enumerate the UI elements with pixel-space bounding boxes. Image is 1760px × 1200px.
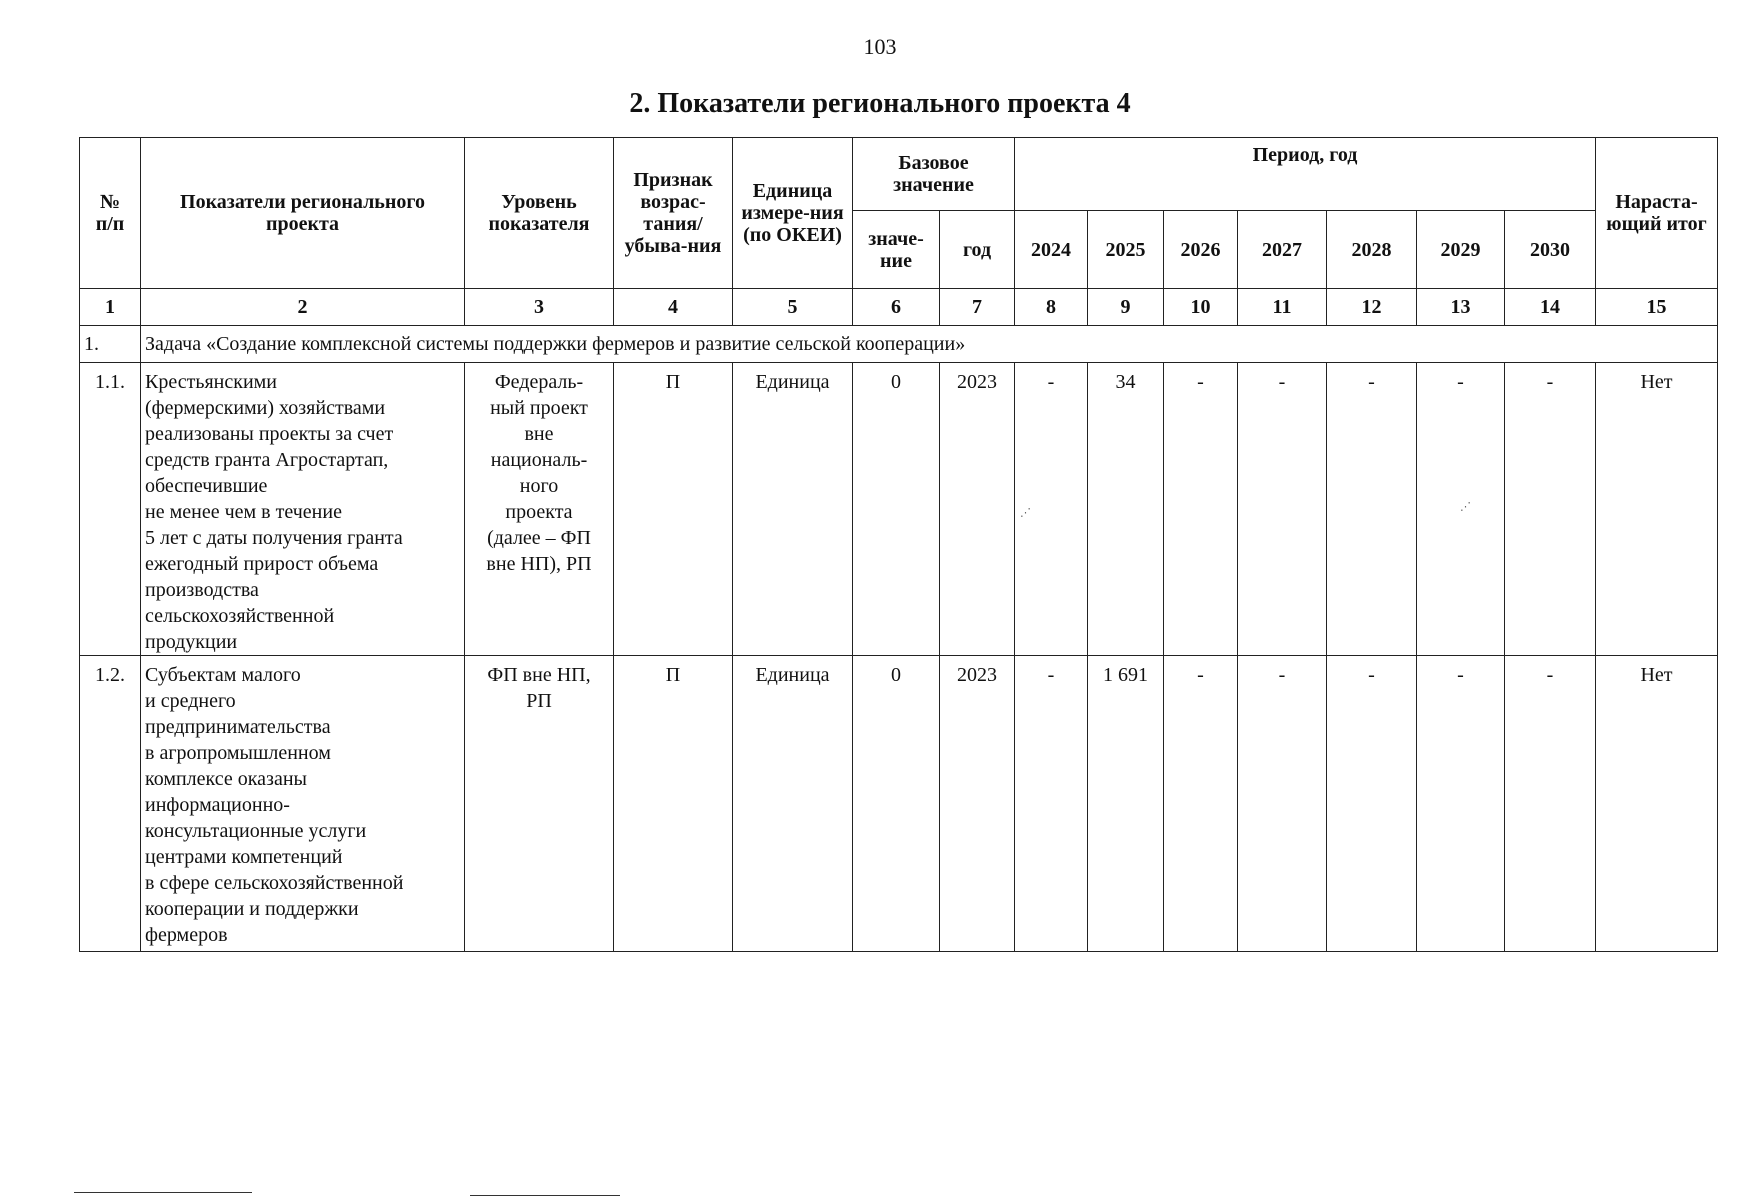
column-number: 11: [1238, 289, 1327, 326]
row-level: ФП вне НП, РП: [465, 656, 614, 952]
table-row: [80, 363, 1718, 656]
column-number: 2: [141, 289, 465, 326]
header-year: 2029: [1417, 211, 1505, 289]
row-indicator: Крестьянскими (фермерскими) хозяйствами реализованы проекты за счет средств гранта Агростартап, обеспечившие не менее чем в течение 5 лет с даты получения гранта ежегодный прирост объема производства сельскохозяйственной продукции: [141, 363, 465, 656]
row-cumulative: Нет: [1596, 656, 1718, 952]
column-number: 12: [1327, 289, 1417, 326]
row-level: Федераль- ный проект вне националь- ного проекта (далее – ФП вне НП), РП: [465, 363, 614, 656]
row-num: 1.2.: [80, 656, 141, 952]
column-number: 8: [1015, 289, 1088, 326]
scan-line-artifact: [74, 1192, 252, 1193]
row-sign: П: [614, 363, 733, 656]
column-number: 7: [940, 289, 1015, 326]
header-cumulative: Нараста-ющий итог: [1596, 138, 1718, 289]
column-number: 14: [1505, 289, 1596, 326]
row-year-value: -: [1238, 656, 1327, 952]
row-num: 1.1.: [80, 363, 141, 656]
header-year: 2024: [1015, 211, 1088, 289]
row-base-value: 0: [853, 656, 940, 952]
task-num: 1.: [80, 326, 141, 363]
column-numbers-row: [80, 289, 1718, 326]
scan-speck-artifact: ⋰: [1020, 507, 1031, 519]
column-number: 6: [853, 289, 940, 326]
row-year-value: -: [1164, 363, 1238, 656]
column-number: 13: [1417, 289, 1505, 326]
row-base-year: 2023: [940, 363, 1015, 656]
column-number: 1: [80, 289, 141, 326]
column-number: 9: [1088, 289, 1164, 326]
header-base: Базовое значение: [853, 138, 1015, 211]
row-year-value: -: [1505, 656, 1596, 952]
row-year-value: -: [1015, 363, 1088, 656]
header-level: Уровень показателя: [465, 138, 614, 289]
row-year-value: 34: [1088, 363, 1164, 656]
header-num: № п/п: [80, 138, 141, 289]
row-unit: Единица: [733, 363, 853, 656]
scan-speck-artifact: ⋰: [1460, 501, 1471, 513]
header-year: 2025: [1088, 211, 1164, 289]
row-year-value: -: [1327, 656, 1417, 952]
header-base-value: значе-ние: [853, 211, 940, 289]
row-year-value: 1 691: [1088, 656, 1164, 952]
row-year-value: -: [1327, 363, 1417, 656]
row-base-value: 0: [853, 363, 940, 656]
row-year-value: -: [1417, 363, 1505, 656]
column-number: 15: [1596, 289, 1718, 326]
header-year: 2027: [1238, 211, 1327, 289]
header-indicator: Показатели регионального проекта: [141, 138, 465, 289]
indicators-table: [79, 137, 1718, 952]
column-number: 10: [1164, 289, 1238, 326]
header-year: 2026: [1164, 211, 1238, 289]
row-year-value: -: [1417, 656, 1505, 952]
header-year: 2030: [1505, 211, 1596, 289]
page-number: 103: [863, 34, 897, 59]
table-row: [80, 656, 1718, 952]
row-year-value: -: [1505, 363, 1596, 656]
row-sign: П: [614, 656, 733, 952]
scan-line-artifact: [470, 1195, 620, 1196]
row-base-year: 2023: [940, 656, 1015, 952]
task-text: Задача «Создание комплексной системы поддержки фермеров и развитие сельской кооперации»: [141, 326, 1718, 363]
header-year: 2028: [1327, 211, 1417, 289]
row-year-value: -: [1164, 656, 1238, 952]
row-year-value: -: [1238, 363, 1327, 656]
column-number: 3: [465, 289, 614, 326]
page-title: 2. Показатели регионального проекта 4: [629, 88, 1131, 119]
header-base-year: год: [940, 211, 1015, 289]
task-row: [80, 326, 1718, 363]
column-number: 5: [733, 289, 853, 326]
header-sign: Признак возрас-тания/ убыва-ния: [614, 138, 733, 289]
header-period: Период, год: [1015, 138, 1596, 211]
row-cumulative: Нет: [1596, 363, 1718, 656]
row-unit: Единица: [733, 656, 853, 952]
row-year-value: -: [1015, 656, 1088, 952]
column-number: 4: [614, 289, 733, 326]
row-indicator: Субъектам малого и среднего предпринимательства в агропромышленном комплексе оказаны информационно- консультационные услуги центрами компетенций в сфере сельскохозяйственной кооперации и поддержки фермеров: [141, 656, 465, 952]
header-unit: Единица измере-ния (по ОКЕИ): [733, 138, 853, 289]
